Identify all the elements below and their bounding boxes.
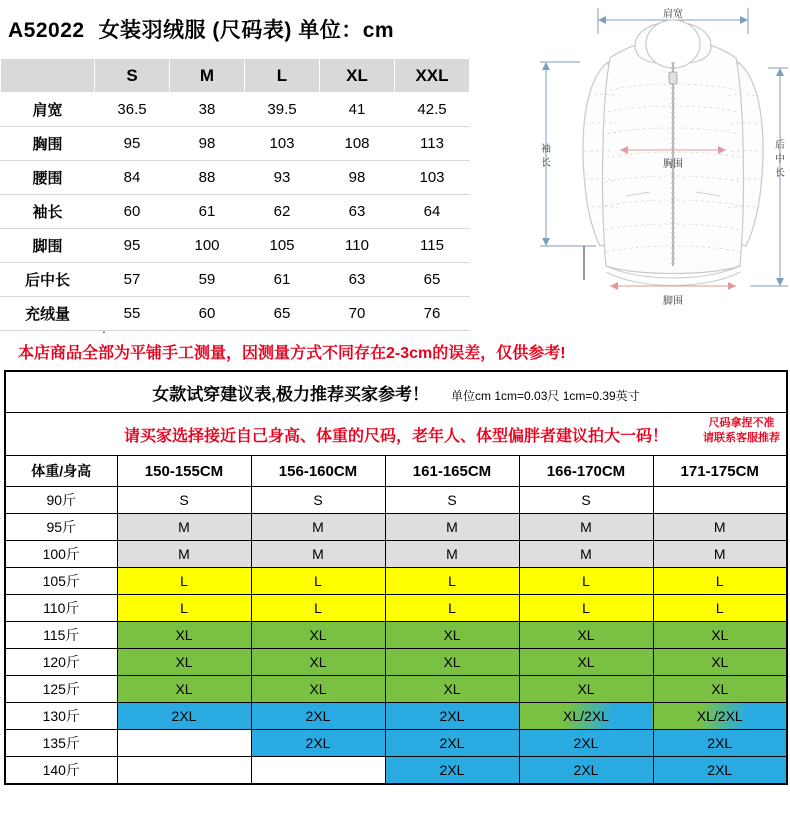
table-cell: 84	[95, 161, 170, 195]
row-label: 袖长	[1, 195, 95, 229]
size-chart-corner	[1, 59, 95, 93]
table-cell: 2XL	[251, 703, 385, 730]
table-cell: XL	[251, 622, 385, 649]
table-cell: 98	[170, 127, 245, 161]
recommendation-note-row	[5, 413, 787, 456]
table-row	[5, 676, 787, 703]
table-cell: XL	[519, 622, 653, 649]
size-chart-header-row	[1, 59, 470, 93]
measurement-warning: 本店商品全部为平铺手工测量，因测量方式不同存在2-3cm的误差，仅供参考!	[18, 345, 566, 362]
table-cell: 65	[395, 263, 470, 297]
table-cell: M	[653, 541, 787, 568]
table-cell: 2XL	[519, 730, 653, 757]
label-sleeve-1: 袖	[541, 144, 551, 155]
table-cell: L	[653, 568, 787, 595]
table-row	[5, 757, 787, 785]
table-cell: XL	[653, 649, 787, 676]
row-label: 95斤	[5, 514, 117, 541]
label-chest: 胸围	[663, 159, 683, 170]
table-cell: XL	[385, 649, 519, 676]
row-label: 100斤	[5, 541, 117, 568]
table-cell: 103	[395, 161, 470, 195]
label-sleeve-2: 长	[541, 158, 551, 169]
table-row	[1, 93, 470, 127]
table-cell: M	[251, 514, 385, 541]
table-cell: 113	[395, 127, 470, 161]
row-label: 腰围	[1, 161, 95, 195]
cs-note-line2: 请联系客服推荐	[703, 432, 780, 444]
table-cell: XL	[653, 676, 787, 703]
table-cell: 61	[245, 263, 320, 297]
table-cell: 98	[320, 161, 395, 195]
size-chart-col-m: M	[170, 59, 245, 93]
table-cell: XL	[117, 622, 251, 649]
table-cell: L	[117, 595, 251, 622]
table-cell: M	[519, 541, 653, 568]
table-cell: 63	[320, 263, 395, 297]
table-cell	[653, 487, 787, 514]
unit-note: 单位cm 1cm=0.03尺 1cm=0.39英寸	[451, 388, 640, 403]
table-cell: 88	[170, 161, 245, 195]
table-cell: S	[385, 487, 519, 514]
table-cell: L	[251, 568, 385, 595]
table-cell: XL/2XL	[519, 703, 653, 730]
table-row	[5, 649, 787, 676]
table-cell: 70	[320, 297, 395, 331]
jacket-diagram	[500, 0, 790, 320]
table-row	[1, 229, 470, 263]
row-label: 充绒量	[1, 297, 95, 331]
table-row	[5, 730, 787, 757]
table-cell: 2XL	[519, 757, 653, 785]
table-cell: 64	[395, 195, 470, 229]
row-label: 后中长	[1, 263, 95, 297]
table-cell: XL	[385, 622, 519, 649]
size-chart-table	[0, 58, 470, 331]
table-cell: 100	[170, 229, 245, 263]
table-row	[5, 703, 787, 730]
size-chart-col-s: S	[95, 59, 170, 93]
table-row	[5, 595, 787, 622]
label-hem: 脚围	[663, 296, 683, 307]
table-cell: 61	[170, 195, 245, 229]
table-cell: 103	[245, 127, 320, 161]
label-backlen-1: 后	[775, 140, 785, 151]
recommendation-header-row	[5, 456, 787, 487]
row-label: 140斤	[5, 757, 117, 785]
table-cell: M	[385, 541, 519, 568]
table-cell: 38	[170, 93, 245, 127]
table-cell: L	[519, 568, 653, 595]
table-cell: 105	[245, 229, 320, 263]
table-cell: XL	[251, 649, 385, 676]
row-label: 胸围	[1, 127, 95, 161]
table-cell: 36.5	[95, 93, 170, 127]
table-cell: XL	[117, 676, 251, 703]
table-cell: 95	[95, 229, 170, 263]
row-label: 120斤	[5, 649, 117, 676]
table-cell: 2XL	[117, 703, 251, 730]
row-label: 130斤	[5, 703, 117, 730]
size-chart-col-xxl: XXL	[395, 59, 470, 93]
row-label: 肩宽	[1, 93, 95, 127]
table-cell: 55	[95, 297, 170, 331]
label-backlen-2: 中	[775, 154, 785, 165]
page-title	[8, 14, 394, 44]
table-cell: M	[519, 514, 653, 541]
cs-note-line1: 尺码拿捏不准	[708, 417, 775, 429]
table-cell: 108	[320, 127, 395, 161]
table-row	[5, 568, 787, 595]
table-cell: S	[117, 487, 251, 514]
table-cell: 110	[320, 229, 395, 263]
table-cell: M	[117, 541, 251, 568]
table-cell: L	[653, 595, 787, 622]
table-cell: 2XL	[385, 757, 519, 785]
label-backlen-3: 长	[775, 168, 785, 179]
table-cell	[117, 730, 251, 757]
table-cell: 2XL	[653, 757, 787, 785]
table-cell: 2XL	[251, 730, 385, 757]
table-cell: 39.5	[245, 93, 320, 127]
table-cell: M	[251, 541, 385, 568]
row-label: 125斤	[5, 676, 117, 703]
table-row	[5, 541, 787, 568]
row-label: 脚围	[1, 229, 95, 263]
table-cell: 2XL	[653, 730, 787, 757]
size-chart-col-l: L	[245, 59, 320, 93]
table-cell: XL	[519, 649, 653, 676]
dot-mark: .	[102, 320, 106, 336]
table-cell: M	[117, 514, 251, 541]
table-cell: S	[251, 487, 385, 514]
row-label: 110斤	[5, 595, 117, 622]
recommendation-title-row	[5, 371, 787, 413]
table-cell: M	[385, 514, 519, 541]
table-cell	[117, 757, 251, 785]
table-cell: 57	[95, 263, 170, 297]
hem-dimension-icon	[610, 282, 736, 290]
table-cell: 42.5	[395, 93, 470, 127]
table-cell: 2XL	[385, 730, 519, 757]
table-cell: 115	[395, 229, 470, 263]
table-row	[1, 127, 470, 161]
row-label: 115斤	[5, 622, 117, 649]
recommendation-section	[4, 370, 786, 785]
table-cell: XL	[519, 676, 653, 703]
table-cell: XL	[251, 676, 385, 703]
rec-col-150-155: 150-155CM	[117, 456, 251, 487]
row-label: 135斤	[5, 730, 117, 757]
table-cell: 60	[170, 297, 245, 331]
table-row	[5, 514, 787, 541]
recommendation-title: 女款试穿建议表,极力推荐买家参考！	[152, 384, 429, 404]
table-cell: 95	[95, 127, 170, 161]
recommendation-note-cell	[5, 413, 787, 456]
table-cell: L	[519, 595, 653, 622]
recommendation-title-cell	[5, 371, 787, 413]
label-shoulder: 肩宽	[663, 9, 683, 20]
table-cell: 2XL	[385, 703, 519, 730]
rec-col-171-175: 171-175CM	[653, 456, 787, 487]
table-cell: 65	[245, 297, 320, 331]
table-cell: XL	[385, 676, 519, 703]
table-row	[1, 297, 470, 331]
table-cell: 76	[395, 297, 470, 331]
rec-col-166-170: 166-170CM	[519, 456, 653, 487]
table-cell: L	[117, 568, 251, 595]
rec-col-161-165: 161-165CM	[385, 456, 519, 487]
table-cell: 63	[320, 195, 395, 229]
rec-col-weight-height: 体重/身高	[5, 456, 117, 487]
row-label: 90斤	[5, 487, 117, 514]
recommendation-table	[4, 370, 788, 785]
size-chart-col-xl: XL	[320, 59, 395, 93]
table-row	[5, 487, 787, 514]
table-row	[1, 263, 470, 297]
table-cell: L	[385, 568, 519, 595]
table-cell: L	[251, 595, 385, 622]
table-cell: 59	[170, 263, 245, 297]
row-label: 105斤	[5, 568, 117, 595]
table-cell: XL	[653, 622, 787, 649]
customer-service-note	[703, 416, 780, 446]
table-cell: M	[653, 514, 787, 541]
recommendation-note: 请买家选择接近自己身高、体重的尺码，老年人、体型偏胖者建议拍大一码！	[123, 427, 668, 445]
table-cell: 60	[95, 195, 170, 229]
table-cell: L	[385, 595, 519, 622]
table-cell: 93	[245, 161, 320, 195]
table-cell	[251, 757, 385, 785]
rec-col-156-160: 156-160CM	[251, 456, 385, 487]
table-cell: XL	[117, 649, 251, 676]
table-row	[1, 195, 470, 229]
title-text: 女装羽绒服 (尺码表) 单位：cm	[98, 19, 395, 42]
table-cell: S	[519, 487, 653, 514]
product-code: A52022	[8, 19, 85, 42]
table-cell: 62	[245, 195, 320, 229]
table-row	[5, 622, 787, 649]
table-cell: XL/2XL	[653, 703, 787, 730]
table-row	[1, 161, 470, 195]
table-cell: 41	[320, 93, 395, 127]
